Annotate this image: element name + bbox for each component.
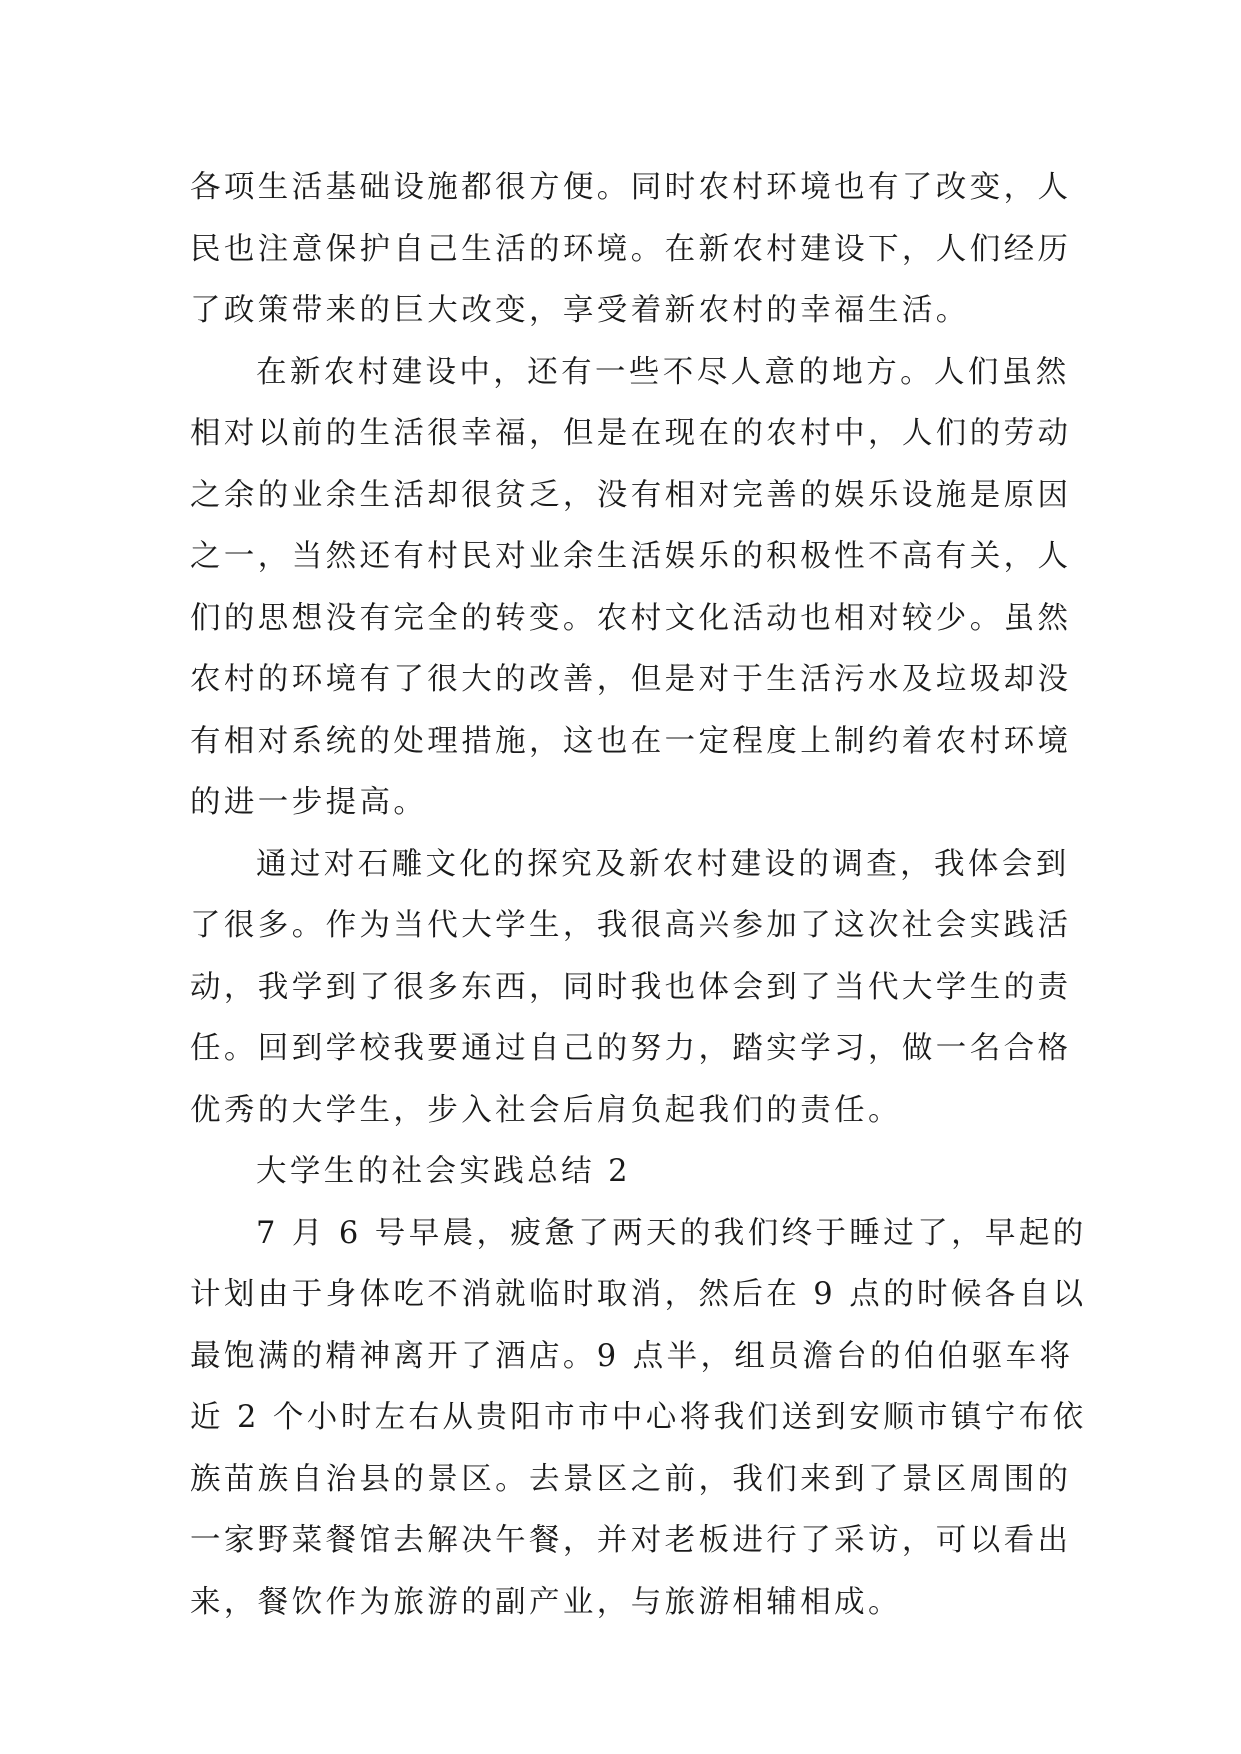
text-line: 来，餐饮作为旅游的副产业，与旅游相辅相成。 xyxy=(190,1584,902,1620)
text-line: 最饱满的精神离开了酒店。9 点半，组员澹台的伯伯驱车将 xyxy=(190,1338,1074,1374)
text-line: 近 2 个小时左右从贵阳市市中心将我们送到安顺市镇宁布依 xyxy=(190,1400,1087,1435)
heading-text: 大学生的社会实践总结 2 xyxy=(256,1154,631,1189)
text-line: 了很多。作为当代大学生，我很高兴参加了这次社会实践活 xyxy=(190,908,1072,943)
body-text xyxy=(190,157,1087,1633)
paragraph-4 xyxy=(190,1203,1087,1634)
text-line: 有相对系统的处理措施，这也在一定程度上制约着农村环境 xyxy=(190,723,1072,759)
text-line: 之余的业余生活却很贫乏，没有相对完善的娱乐设施是原因 xyxy=(190,477,1072,513)
text-line: 一家野菜餐馆去解决午餐，并对老板进行了采访，可以看出 xyxy=(190,1523,1072,1558)
text-line: 之一，当然还有村民对业余生活娱乐的积极性不高有关，人 xyxy=(190,539,1072,574)
paragraph-3 xyxy=(190,834,1072,1142)
text-line: 各项生活基础设施都很方便。同时农村环境也有了改变，人 xyxy=(190,170,1072,205)
text-line: 动，我学到了很多东西，同时我也体会到了当代大学生的责 xyxy=(190,969,1072,1005)
paragraph-2 xyxy=(190,342,1072,834)
text-line: 在新农村建设中，还有一些不尽人意的地方。人们虽然 xyxy=(256,354,1070,390)
section-heading xyxy=(190,1141,1050,1203)
text-line: 族苗族自治县的景区。去景区之前，我们来到了景区周围的 xyxy=(190,1461,1072,1497)
text-line: 优秀的大学生，步入社会后肩负起我们的责任。 xyxy=(190,1092,902,1128)
paragraph-1 xyxy=(190,157,1072,342)
text-line: 民也注意保护自己生活的环境。在新农村建设下，人们经历 xyxy=(190,231,1072,267)
text-line: 7 月 6 号早晨，疲惫了两天的我们终于睡过了，早起的 xyxy=(256,1215,1087,1251)
text-line: 了政策带来的巨大改变，享受着新农村的幸福生活。 xyxy=(190,293,970,328)
text-line: 相对以前的生活很幸福，但是在现在的农村中，人们的劳动 xyxy=(190,416,1072,451)
text-line: 通过对石雕文化的探究及新农村建设的调查，我体会到 xyxy=(256,846,1070,882)
text-line: 们的思想没有完全的转变。农村文化活动也相对较少。虽然 xyxy=(190,600,1072,636)
text-line: 计划由于身体吃不消就临时取消，然后在 9 点的时候各自以 xyxy=(190,1277,1087,1312)
text-line: 任。回到学校我要通过自己的努力，踏实学习，做一名合格 xyxy=(190,1031,1072,1066)
text-line: 农村的环境有了很大的改善，但是对于生活污水及垃圾却没 xyxy=(190,662,1072,697)
text-line: 的进一步提高。 xyxy=(190,785,428,820)
